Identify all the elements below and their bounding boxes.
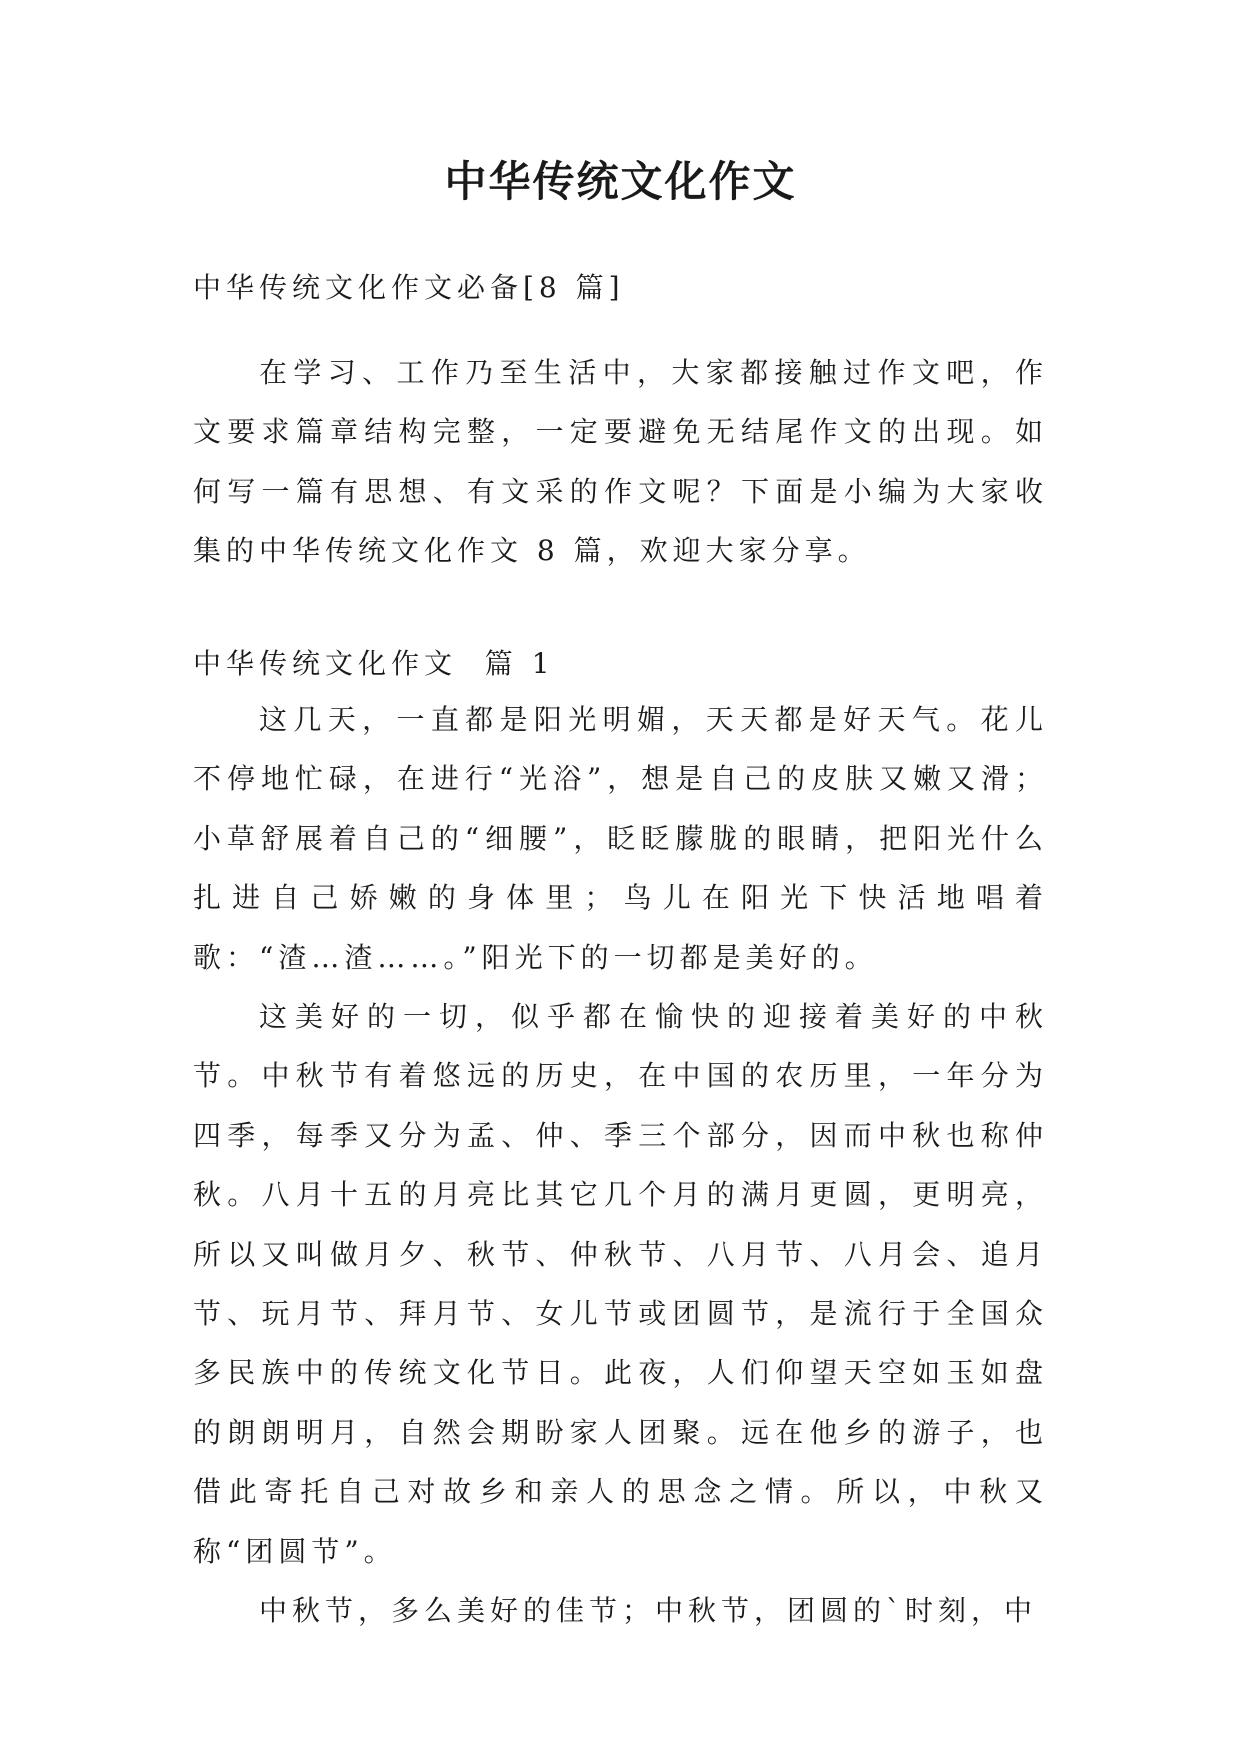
document-subtitle: 中华传统文化作文必备[8 篇]	[193, 271, 625, 304]
document-title: 中华传统文化作文	[444, 157, 797, 206]
section-heading: 中华传统文化作文 篇 1	[193, 647, 555, 680]
intro-paragraph: 在学习、工作乃至生活中，大家都接触过作文吧，作文要求篇章结构完整，一定要避免无结尾作文的出现。如何写一篇有思想、有文采的作文呢？下面是小编为大家收集的中华传统文化作文 8 篇，欢迎大家分享。	[193, 356, 1048, 568]
body-paragraph: 这几天，一直都是阳光明媚，天天都是好天气。花儿不停地忙碌，在进行“光浴”，想是自己的皮肤又嫩又滑；小草舒展着自己的“细腰”，眨眨朦胧的眼睛，把阳光什么扎进自己娇嫩的身体里；鸟儿在阳光下快活地唱着歌：“渣…渣……。”阳光下的一切都是美好的。	[193, 703, 1048, 974]
section-body	[193, 690, 1048, 1641]
body-paragraph: 这美好的一切，似乎都在愉快的迎接着美好的中秋节。中秋节有着悠远的历史，在中国的农历里，一年分为四季，每季又分为孟、仲、季三个部分，因而中秋也称仲秋。八月十五的月亮比其它几个月的满月更圆，更明亮，所以又叫做月夕、秋节、仲秋节、八月节、八月会、追月节、玩月节、拜月节、女儿节或团圆节，是流行于全国众多民族中的传统文化节日。此夜，人们仰望天空如玉如盘的朗朗明月，自然会期盼家人团聚。远在他乡的游子，也借此寄托自己对故乡和亲人的思念之情。所以，中秋又称“团圆节”。	[193, 1000, 1048, 1568]
body-paragraph: 中秋节，多么美好的佳节；中秋节，团圆的`时刻，中	[259, 1594, 1038, 1628]
